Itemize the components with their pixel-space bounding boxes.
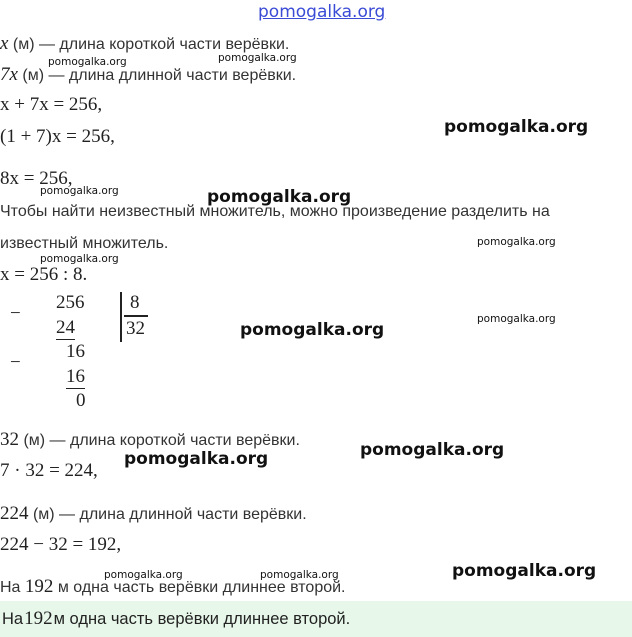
var-x: x <box>0 33 9 54</box>
equation-1: x + 7x = 256, <box>0 94 103 115</box>
rule-line-2: известный множитель. <box>0 235 169 252</box>
division-quotient: 32 <box>126 318 145 339</box>
answer-post: м одна часть верёвки длиннее второй. <box>53 609 351 628</box>
line-long-part-text: (м) — длина длинной части верёвки. <box>17 67 297 84</box>
watermark-small-1: pomogalka.org <box>48 56 127 68</box>
equation-5: 7 · 32 = 224, <box>0 460 98 481</box>
division-divisor: 8 <box>130 292 140 313</box>
division-subtrahend-2: 16 <box>66 366 85 387</box>
line-long-result <box>0 503 307 525</box>
division-dividend: 256 <box>56 292 85 313</box>
conclusion-post: м одна часть верёвки длиннее второй. <box>53 579 346 596</box>
num-224: 224 <box>0 503 29 524</box>
watermark-large-6: pomogalka.org <box>452 561 597 581</box>
watermark-small-4: pomogalka.org <box>477 236 556 248</box>
equation-6: 224 − 32 = 192, <box>0 534 122 555</box>
division-minus-1: − <box>10 303 21 324</box>
watermark-small-2: pomogalka.org <box>218 52 297 64</box>
conclusion-pre: На <box>0 579 25 596</box>
line-short-result <box>0 429 300 451</box>
line-short-part-text: (м) — длина короткой части верёвки. <box>8 36 290 53</box>
watermark-large-2: pomogalka.org <box>207 187 352 207</box>
division-subtrahend-1: 24 <box>56 317 75 338</box>
answer-num: 192 <box>24 608 53 629</box>
equation-4: x = 256 : 8. <box>0 264 88 285</box>
conclusion-num: 192 <box>24 576 54 597</box>
watermark-large-1: pomogalka.org <box>444 117 589 137</box>
equation-3: 8x = 256, <box>0 168 73 189</box>
division-horizontal-bar <box>124 315 148 317</box>
line-short-result-text: (м) — длина короткой части верёвки. <box>19 432 300 449</box>
division-vertical-bar <box>120 292 122 342</box>
watermark-small-5: pomogalka.org <box>40 253 119 265</box>
line-long-part <box>0 64 296 86</box>
var-7x: 7x <box>0 64 18 85</box>
watermark-small-3: pomogalka.org <box>40 185 119 197</box>
answer-pre: На <box>2 609 24 628</box>
equation-2: (1 + 7)x = 256, <box>0 126 115 147</box>
watermark-top[interactable]: pomogalka.org <box>258 2 386 22</box>
num-32: 32 <box>0 429 19 450</box>
rule-line-1: Чтобы найти неизвестный множитель, можно произведение разделить на <box>0 203 550 220</box>
line-long-result-text: (м) — длина длинной части верёвки. <box>28 506 307 523</box>
watermark-small-8: pomogalka.org <box>260 569 339 581</box>
watermark-small-6: pomogalka.org <box>477 313 556 325</box>
watermark-small-7: pomogalka.org <box>104 569 183 581</box>
watermark-large-5: pomogalka.org <box>124 449 269 469</box>
division-remainder-final: 0 <box>76 390 86 411</box>
watermark-large-3: pomogalka.org <box>240 320 385 340</box>
answer-box <box>0 601 632 637</box>
division-minus-2: − <box>10 352 21 373</box>
division-remainder-1: 16 <box>66 341 85 362</box>
watermark-large-4: pomogalka.org <box>360 440 505 460</box>
